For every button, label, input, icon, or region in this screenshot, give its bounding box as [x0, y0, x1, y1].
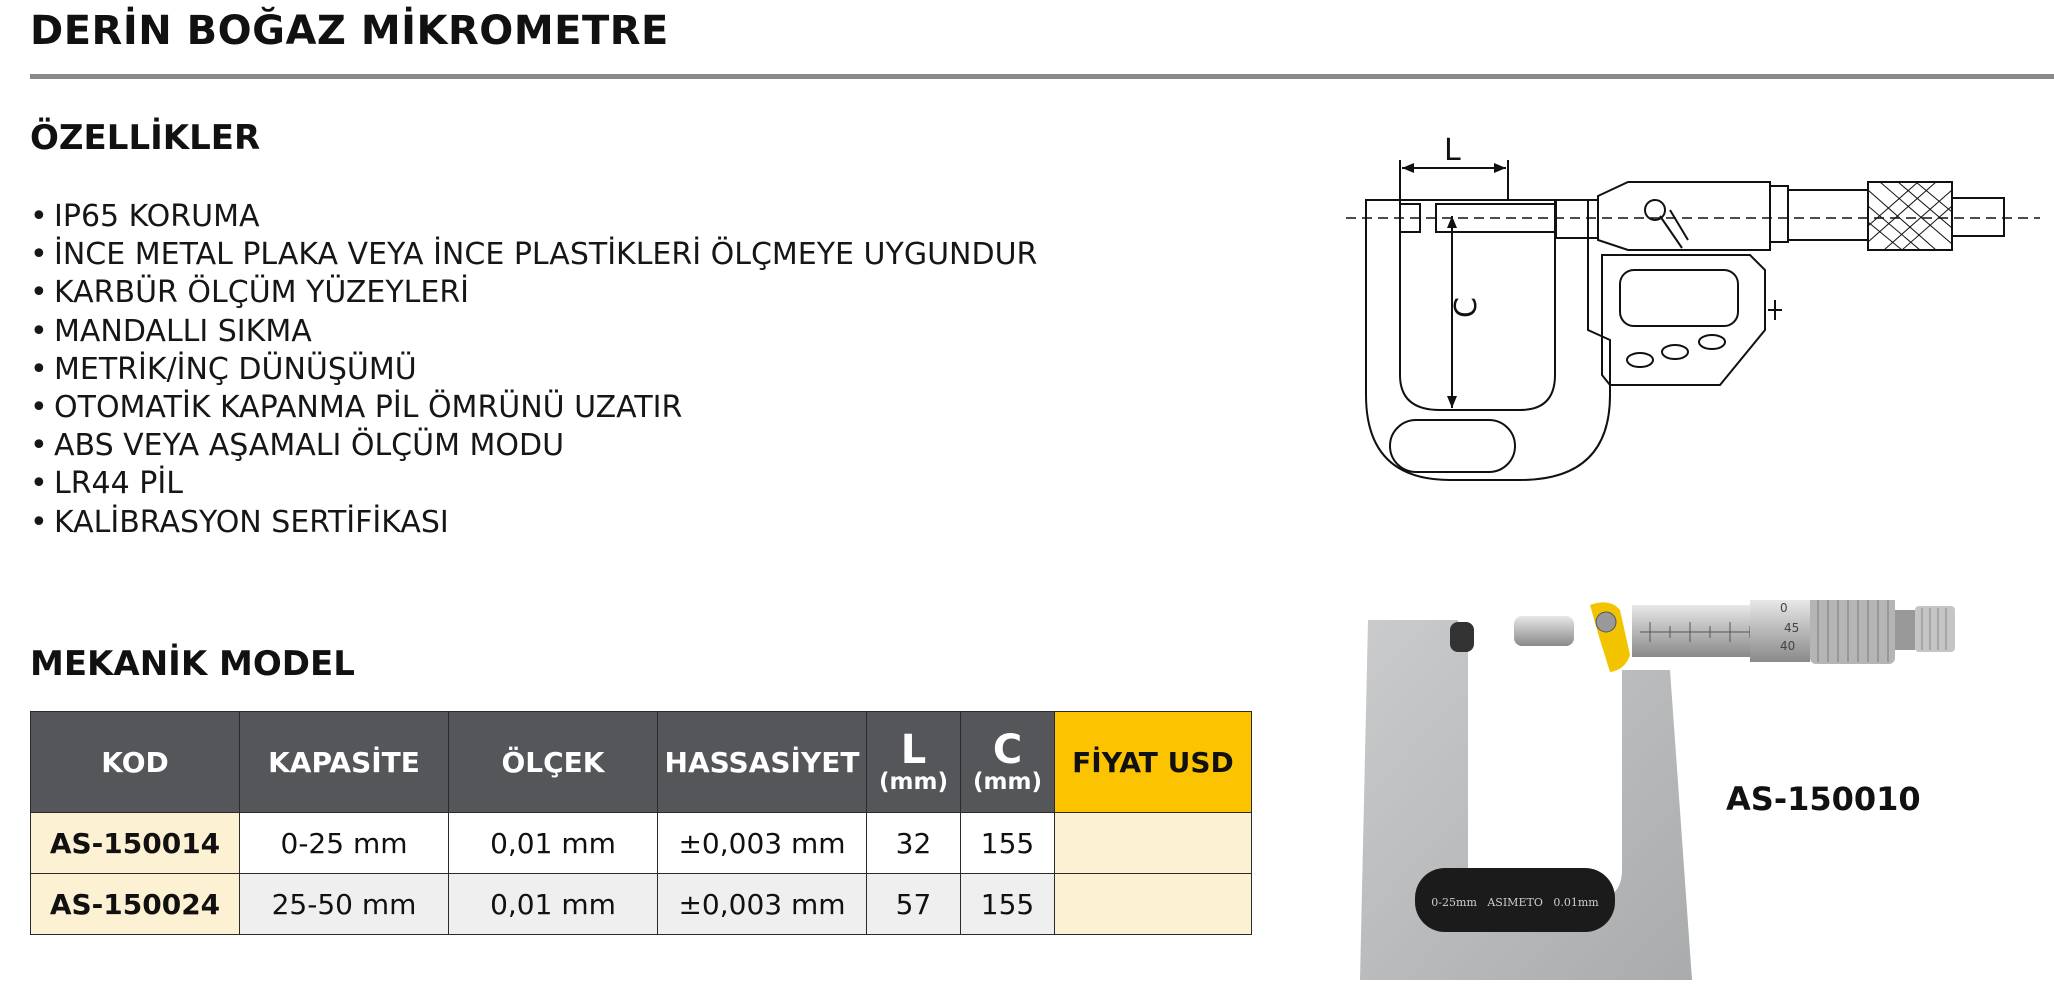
- feature-item: • OTOMATİK KAPANMA PİL ÖMRÜNÜ UZATIR: [30, 389, 1037, 427]
- feature-item: • MANDALLI SIKMA: [30, 313, 1037, 351]
- cell-kod: AS-150024: [31, 874, 240, 935]
- feature-item: • IP65 KORUMA: [30, 198, 1037, 236]
- model-label: AS-150010: [1726, 780, 1921, 818]
- col-c: [961, 712, 1055, 813]
- drawing-label-c: C: [1449, 297, 1484, 318]
- col-l-label: L: [900, 727, 927, 773]
- thimble-mark: 40: [1780, 639, 1796, 653]
- thimble-mark: 45: [1784, 621, 1800, 635]
- cell-c: 155: [961, 813, 1055, 874]
- cell-kod: AS-150014: [31, 813, 240, 874]
- feature-item: • KARBÜR ÖLÇÜM YÜZEYLERİ: [30, 274, 1037, 312]
- title-rule: [30, 74, 2054, 79]
- cell-olcek: 0,01 mm: [449, 874, 658, 935]
- cell-hassasiyet: ±0,003 mm: [658, 874, 867, 935]
- col-hassasiyet: HASSASİYET: [658, 712, 867, 813]
- spec-header-row: [31, 712, 1252, 813]
- col-kapasite: KAPASİTE: [240, 712, 449, 813]
- mechanical-heading: MEKANİK MODEL: [30, 644, 355, 684]
- drawing-label-l: L: [1444, 133, 1461, 168]
- feature-item: • ABS VEYA AŞAMALI ÖLÇÜM MODU: [30, 427, 1037, 465]
- col-l: [867, 712, 961, 813]
- cell-fiyat: [1055, 874, 1252, 935]
- col-l-unit: (mm): [879, 769, 948, 795]
- cell-hassasiyet: ±0,003 mm: [658, 813, 867, 874]
- cell-l: 32: [867, 813, 961, 874]
- col-fiyat: FİYAT USD: [1055, 712, 1252, 813]
- cell-olcek: 0,01 mm: [449, 813, 658, 874]
- col-kod: KOD: [31, 712, 240, 813]
- feature-item: • METRİK/İNÇ DÜNÜŞÜMÜ: [30, 351, 1037, 389]
- col-olcek: ÖLÇEK: [449, 712, 658, 813]
- table-row: [31, 813, 1252, 874]
- spec-table: [30, 711, 1252, 935]
- page-title: DERİN BOĞAZ MİKROMETRE: [30, 8, 669, 54]
- cell-c: 155: [961, 874, 1055, 935]
- features-list: [30, 198, 1037, 542]
- features-heading: ÖZELLİKLER: [30, 118, 261, 158]
- cell-l: 57: [867, 874, 961, 935]
- table-row: [31, 874, 1252, 935]
- plate-text: 0-25mm ASIMETO 0.01mm: [1431, 896, 1599, 909]
- cell-fiyat: [1055, 813, 1252, 874]
- cell-kapasite: 25-50 mm: [240, 874, 449, 935]
- feature-item: • LR44 PİL: [30, 465, 1037, 503]
- feature-item: • KALİBRASYON SERTİFİKASI: [30, 504, 1037, 542]
- col-c-label: C: [992, 727, 1023, 773]
- cell-kapasite: 0-25 mm: [240, 813, 449, 874]
- col-c-unit: (mm): [973, 769, 1042, 795]
- thimble-mark: 0: [1780, 601, 1788, 615]
- feature-item: • İNCE METAL PLAKA VEYA İNCE PLASTİKLERİ ÖLÇMEYE UYGUNDUR: [30, 236, 1037, 274]
- micrometer-drawing: [1340, 120, 2050, 500]
